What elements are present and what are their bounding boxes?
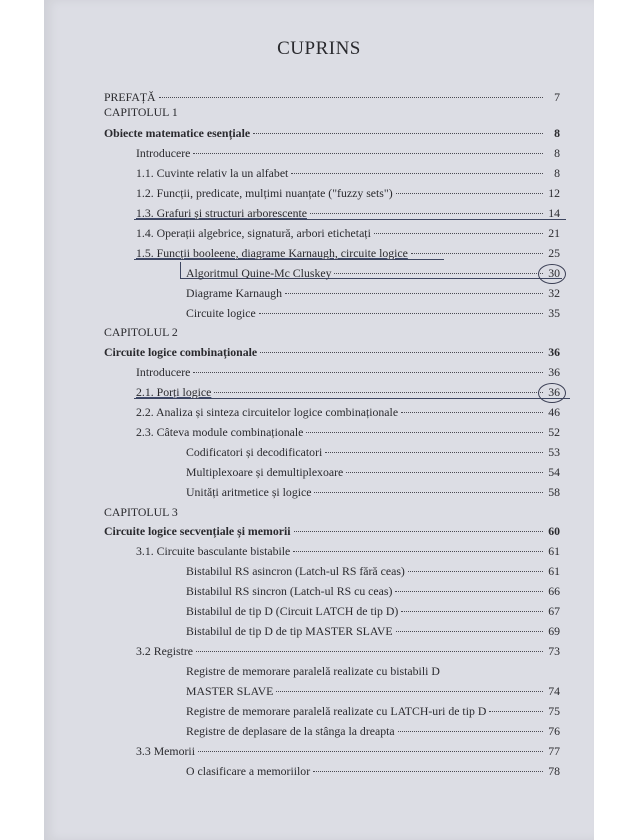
toc-entry: Introducere 8	[136, 146, 560, 160]
toc-entry: 3.1. Circuite basculante bistabile 61	[136, 544, 560, 558]
toc-entry: Registre de deplasare de la stânga la dreapta 76	[186, 724, 560, 738]
toc-entry-highlighted: 1.5. Funcții booleene, diagrame Karnaugh, circuite logice 25	[136, 246, 560, 260]
toc-entry: 2.3. Câteva module combinaționale 52	[136, 425, 560, 439]
toc-entry: Bistabilul de tip D de tip MASTER SLAVE 69	[186, 624, 560, 638]
toc-entry: Multiplexoare și demultiplexoare 54	[186, 465, 560, 479]
toc-entry: O clasificare a memoriilor 78	[186, 764, 560, 778]
toc-entry: Unități aritmetice și logice 58	[186, 485, 560, 499]
toc-entry: MASTER SLAVE 74	[186, 684, 560, 698]
toc-entry-highlighted: 1.3. Grafuri și structuri arborescente 14	[136, 206, 560, 220]
toc-entry: 1.1. Cuvinte relativ la un alfabet 8	[136, 166, 560, 180]
toc-entry: Circuite logice 35	[186, 306, 560, 320]
pen-circle	[538, 383, 566, 403]
pen-underline	[134, 219, 566, 220]
book-page	[44, 0, 594, 840]
toc-entry: Registre de memorare paralelă realizate cu bistabili D	[186, 664, 440, 678]
toc-entry-highlighted: Algoritmul Quine-Mc Cluskey 30	[186, 266, 560, 280]
toc-entry: Introducere 36	[136, 365, 560, 379]
table-of-contents	[44, 0, 594, 840]
toc-entry-highlighted: 2.1. Porți logice 36	[136, 385, 560, 399]
toc-entry: Bistabilul RS sincron (Latch-ul RS cu ceas) 66	[186, 584, 560, 598]
toc-entry: Registre de memorare paralelă realizate cu LATCH-uri de tip D 75	[186, 704, 560, 718]
toc-chapter-1: CAPITOLUL 1	[104, 105, 178, 119]
page-title: CUPRINS	[277, 38, 361, 59]
toc-entry: 1.4. Operații algebrice, signatură, arbori etichetați 21	[136, 226, 560, 240]
toc-entry: Bistabilul de tip D (Circuit LATCH de tip D) 67	[186, 604, 560, 618]
toc-entry-ch3-title: Circuite logice secvențiale și memorii 60	[104, 524, 560, 538]
toc-entry: 3.3 Memorii 77	[136, 744, 560, 758]
pen-underline	[134, 259, 444, 260]
toc-entry-ch2-title: Circuite logice combinaționale 36	[104, 345, 560, 359]
toc-entry: Diagrame Karnaugh 32	[186, 286, 560, 300]
toc-entry: Bistabilul RS asincron (Latch-ul RS fără ceas) 61	[186, 564, 560, 578]
toc-entry-ch1-title: Obiecte matematice esențiale 8	[104, 126, 560, 140]
toc-entry: 2.2. Analiza și sinteza circuitelor logice combinaționale 46	[136, 405, 560, 419]
toc-chapter-3: CAPITOLUL 3	[104, 505, 178, 519]
toc-chapter-2: CAPITOLUL 2	[104, 325, 178, 339]
toc-entry: 3.2 Registre 73	[136, 644, 560, 658]
pen-circle	[538, 264, 566, 284]
toc-entry-prefata: PREFAȚĂ 7	[104, 90, 560, 104]
pen-bracket	[180, 262, 181, 278]
toc-entry: Codificatori și decodificatori 53	[186, 445, 560, 459]
toc-entry: 1.2. Funcții, predicate, mulțimi nuanțate ("fuzzy sets") 12	[136, 186, 560, 200]
pen-underline	[180, 278, 562, 279]
pen-underline	[134, 398, 570, 399]
